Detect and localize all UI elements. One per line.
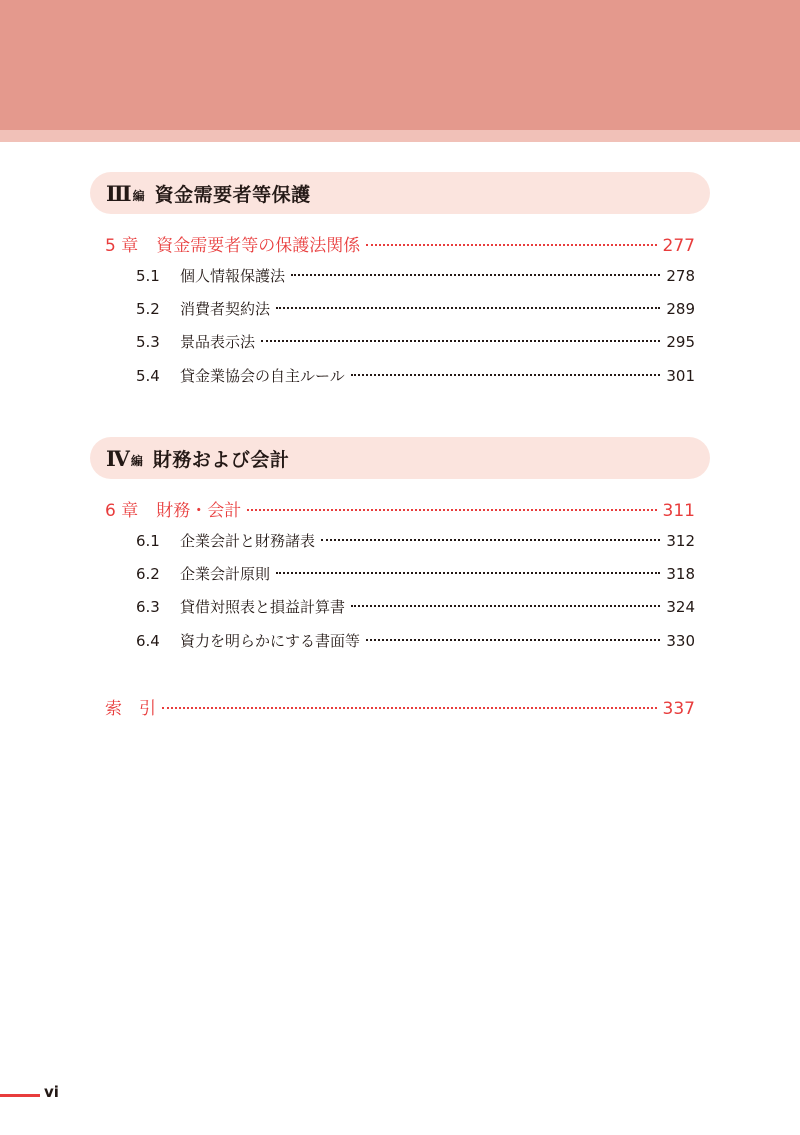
- section-page: 295: [666, 333, 695, 351]
- section-title: 個人情報保護法: [180, 267, 286, 285]
- chapter-title: 資金需要者等の保護法関係: [156, 236, 361, 256]
- section-page: 318: [666, 565, 695, 583]
- part-number: Ⅳ: [106, 445, 129, 471]
- page-folio: vi: [44, 1083, 59, 1101]
- section-number: 6.4: [136, 632, 160, 650]
- section-page: 324: [666, 598, 695, 616]
- toc-section-6-1[interactable]: [136, 530, 695, 551]
- section-number: 6.3: [136, 598, 160, 616]
- dot-leader: [276, 307, 660, 309]
- toc-chapter-5[interactable]: [105, 231, 695, 256]
- section-title: 企業会計と財務諸表: [180, 532, 316, 550]
- chapter-page: 311: [662, 501, 695, 521]
- section-page: 301: [666, 367, 695, 385]
- section-number: 5.2: [136, 300, 160, 318]
- dot-leader: [276, 572, 660, 574]
- dot-leader: [162, 707, 657, 709]
- section-page: 312: [666, 532, 695, 550]
- chapter-number: 6 章: [105, 501, 139, 521]
- toc-section-6-2[interactable]: [136, 563, 695, 584]
- header-band: [0, 0, 800, 130]
- part-hen-label: 編: [132, 188, 145, 203]
- part-header-3: [90, 172, 710, 214]
- dot-leader: [247, 509, 656, 511]
- dot-leader: [351, 605, 660, 607]
- dot-leader: [351, 374, 661, 376]
- chapter-title: 財務・会計: [156, 501, 242, 521]
- part-number: Ⅲ: [106, 180, 131, 206]
- footer-rule: [0, 1094, 40, 1097]
- section-title: 資力を明らかにする書面等: [180, 632, 361, 650]
- index-title: 索 引: [105, 699, 156, 719]
- dot-leader: [261, 340, 660, 342]
- section-page: 289: [666, 300, 695, 318]
- header-stripe: [0, 130, 800, 142]
- toc-section-5-4[interactable]: [136, 365, 695, 386]
- part-title: 資金需要者等保護: [154, 183, 311, 206]
- toc-section-6-4[interactable]: [136, 630, 695, 651]
- section-number: 5.3: [136, 333, 160, 351]
- section-title: 企業会計原則: [180, 565, 271, 583]
- toc-section-5-2[interactable]: [136, 298, 695, 319]
- section-title: 消費者契約法: [180, 300, 271, 318]
- index-page: 337: [662, 699, 695, 719]
- section-number: 6.2: [136, 565, 160, 583]
- section-number: 6.1: [136, 532, 160, 550]
- dot-leader: [321, 539, 660, 541]
- toc-section-6-3[interactable]: [136, 596, 695, 617]
- dot-leader: [366, 244, 656, 246]
- section-page: 330: [666, 632, 695, 650]
- part-title: 財務および会計: [152, 448, 290, 471]
- dot-leader: [291, 274, 660, 276]
- section-number: 5.4: [136, 367, 160, 385]
- section-number: 5.1: [136, 267, 160, 285]
- part-hen-label: 編: [130, 453, 143, 468]
- part-header-4: [90, 437, 710, 479]
- section-title: 景品表示法: [180, 333, 256, 351]
- chapter-page: 277: [662, 236, 695, 256]
- dot-leader: [366, 639, 660, 641]
- section-page: 278: [666, 267, 695, 285]
- toc-index[interactable]: [105, 694, 695, 719]
- toc-section-5-1[interactable]: [136, 265, 695, 286]
- toc-chapter-6[interactable]: [105, 496, 695, 521]
- section-title: 貸借対照表と損益計算書: [180, 598, 346, 616]
- section-title: 貸金業協会の自主ルール: [180, 367, 345, 385]
- chapter-number: 5 章: [105, 236, 139, 256]
- toc-section-5-3[interactable]: [136, 331, 695, 352]
